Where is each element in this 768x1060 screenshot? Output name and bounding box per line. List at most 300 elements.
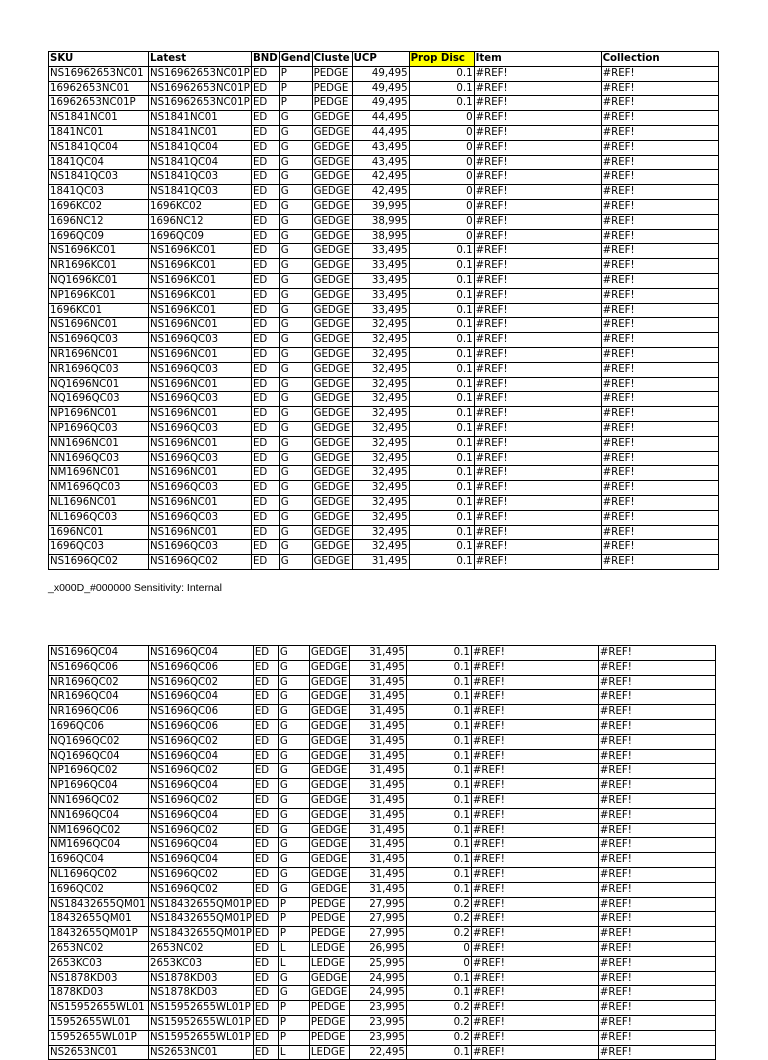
cell-gend[interactable]: G <box>279 125 312 140</box>
cell-bnd[interactable]: ED <box>253 897 278 912</box>
cell-collection[interactable]: #REF! <box>598 882 715 897</box>
cell-prop-disc[interactable]: 0 <box>409 155 474 170</box>
cell-gend[interactable]: P <box>279 96 312 111</box>
cell-cluster[interactable]: GEDGE <box>312 244 352 259</box>
cell-collection[interactable]: #REF! <box>598 808 715 823</box>
cell-gend[interactable]: G <box>279 377 312 392</box>
cell-sku[interactable]: 15952655WL01P <box>49 1030 149 1045</box>
cell-ucp[interactable]: 22,495 <box>349 1045 406 1060</box>
cell-bnd[interactable]: ED <box>252 525 280 540</box>
cell-collection[interactable]: #REF! <box>598 956 715 971</box>
cell-bnd[interactable]: ED <box>253 719 278 734</box>
cell-latest[interactable]: NS1696QC03 <box>149 421 252 436</box>
cell-collection[interactable]: #REF! <box>601 481 718 496</box>
cell-bnd[interactable]: ED <box>252 495 280 510</box>
cell-cluster[interactable]: PEDGE <box>309 1001 349 1016</box>
cell-sku[interactable]: 1696QC02 <box>49 882 149 897</box>
cell-gend[interactable]: G <box>278 808 309 823</box>
cell-gend[interactable]: G <box>279 495 312 510</box>
cell-item[interactable]: #REF! <box>471 853 598 868</box>
cell-bnd[interactable]: ED <box>252 421 280 436</box>
cell-collection[interactable]: #REF! <box>598 793 715 808</box>
cell-ucp[interactable]: 31,495 <box>349 646 406 661</box>
cell-collection[interactable]: #REF! <box>601 555 718 570</box>
cell-sku[interactable]: NL1696QC02 <box>49 867 149 882</box>
cell-gend[interactable]: G <box>279 185 312 200</box>
cell-prop-disc[interactable]: 0.1 <box>409 66 474 81</box>
cell-bnd[interactable]: ED <box>253 971 278 986</box>
cell-latest[interactable]: NS1696QC04 <box>149 779 254 794</box>
cell-item[interactable]: #REF! <box>474 510 601 525</box>
cell-collection[interactable]: #REF! <box>601 199 718 214</box>
cell-ucp[interactable]: 32,495 <box>352 510 409 525</box>
cell-cluster[interactable]: GEDGE <box>312 111 352 126</box>
cell-cluster[interactable]: GEDGE <box>312 466 352 481</box>
cell-item[interactable]: #REF! <box>474 421 601 436</box>
cell-ucp[interactable]: 42,495 <box>352 170 409 185</box>
cell-ucp[interactable]: 44,495 <box>352 111 409 126</box>
cell-latest[interactable]: NS15952655WL01P <box>149 1001 254 1016</box>
cell-ucp[interactable]: 31,495 <box>349 690 406 705</box>
cell-cluster[interactable]: GEDGE <box>309 971 349 986</box>
cell-cluster[interactable]: GEDGE <box>312 377 352 392</box>
cell-collection[interactable]: #REF! <box>601 155 718 170</box>
cell-prop-disc[interactable]: 0.1 <box>406 808 471 823</box>
cell-cluster[interactable]: GEDGE <box>312 481 352 496</box>
cell-bnd[interactable]: ED <box>252 199 280 214</box>
cell-gend[interactable]: P <box>278 1030 309 1045</box>
cell-gend[interactable]: G <box>278 838 309 853</box>
cell-prop-disc[interactable]: 0.1 <box>406 675 471 690</box>
cell-sku[interactable]: NS2653NC01 <box>49 1045 149 1060</box>
cell-sku[interactable]: NS1841QC04 <box>49 140 149 155</box>
cell-item[interactable]: #REF! <box>474 540 601 555</box>
cell-sku[interactable]: 15952655WL01 <box>49 1015 149 1030</box>
cell-sku[interactable]: 1841NC01 <box>49 125 149 140</box>
cell-latest[interactable]: NS1696QC03 <box>149 481 252 496</box>
cell-collection[interactable]: #REF! <box>598 838 715 853</box>
cell-item[interactable]: #REF! <box>474 288 601 303</box>
col-header-item[interactable]: Item <box>474 52 601 67</box>
cell-latest[interactable]: NS1696QC04 <box>149 838 254 853</box>
cell-collection[interactable]: #REF! <box>598 764 715 779</box>
cell-collection[interactable]: #REF! <box>598 1001 715 1016</box>
cell-item[interactable]: #REF! <box>471 734 598 749</box>
cell-gend[interactable]: G <box>278 734 309 749</box>
cell-latest[interactable]: NS1696KC01 <box>149 273 252 288</box>
cell-ucp[interactable]: 33,495 <box>352 244 409 259</box>
cell-prop-disc[interactable]: 0.2 <box>406 1001 471 1016</box>
cell-gend[interactable]: G <box>279 347 312 362</box>
cell-prop-disc[interactable]: 0.1 <box>409 244 474 259</box>
cell-collection[interactable]: #REF! <box>601 466 718 481</box>
cell-sku[interactable]: NN1696QC02 <box>49 793 149 808</box>
cell-item[interactable]: #REF! <box>471 1015 598 1030</box>
cell-collection[interactable]: #REF! <box>601 125 718 140</box>
cell-bnd[interactable]: ED <box>252 214 280 229</box>
cell-collection[interactable]: #REF! <box>598 867 715 882</box>
cell-latest[interactable]: NS1841QC03 <box>149 185 252 200</box>
cell-collection[interactable]: #REF! <box>598 912 715 927</box>
cell-sku[interactable]: NS16962653NC01 <box>49 66 149 81</box>
cell-sku[interactable]: NR1696QC03 <box>49 362 149 377</box>
cell-cluster[interactable]: GEDGE <box>312 273 352 288</box>
cell-item[interactable]: #REF! <box>471 1030 598 1045</box>
cell-ucp[interactable]: 32,495 <box>352 392 409 407</box>
cell-latest[interactable]: NS1841NC01 <box>149 125 252 140</box>
cell-gend[interactable]: G <box>279 362 312 377</box>
cell-prop-disc[interactable]: 0.1 <box>406 867 471 882</box>
cell-gend[interactable]: G <box>278 660 309 675</box>
cell-prop-disc[interactable]: 0.2 <box>406 1015 471 1030</box>
cell-latest[interactable]: NS1696KC01 <box>149 259 252 274</box>
cell-prop-disc[interactable]: 0.1 <box>409 333 474 348</box>
cell-latest[interactable]: NS1696QC03 <box>149 451 252 466</box>
cell-cluster[interactable]: GEDGE <box>312 525 352 540</box>
cell-bnd[interactable]: ED <box>252 318 280 333</box>
cell-latest[interactable]: NS1696QC03 <box>149 362 252 377</box>
cell-ucp[interactable]: 32,495 <box>352 540 409 555</box>
cell-sku[interactable]: NP1696KC01 <box>49 288 149 303</box>
cell-latest[interactable]: NS1696KC01 <box>149 303 252 318</box>
cell-prop-disc[interactable]: 0 <box>409 229 474 244</box>
cell-prop-disc[interactable]: 0.1 <box>409 436 474 451</box>
cell-latest[interactable]: NS1696NC01 <box>149 525 252 540</box>
cell-prop-disc[interactable]: 0 <box>409 125 474 140</box>
cell-prop-disc[interactable]: 0.1 <box>409 96 474 111</box>
cell-latest[interactable]: NS1696QC04 <box>149 646 254 661</box>
cell-bnd[interactable]: ED <box>253 705 278 720</box>
cell-prop-disc[interactable]: 0.1 <box>406 986 471 1001</box>
cell-latest[interactable]: NS1696QC04 <box>149 749 254 764</box>
cell-prop-disc[interactable]: 0.1 <box>409 259 474 274</box>
cell-collection[interactable]: #REF! <box>601 140 718 155</box>
cell-sku[interactable]: NS1841QC03 <box>49 170 149 185</box>
cell-item[interactable]: #REF! <box>474 333 601 348</box>
cell-sku[interactable]: NR1696QC04 <box>49 690 149 705</box>
cell-cluster[interactable]: LEDGE <box>309 941 349 956</box>
cell-cluster[interactable]: PEDGE <box>309 1030 349 1045</box>
cell-cluster[interactable]: GEDGE <box>312 155 352 170</box>
cell-latest[interactable]: NS16962653NC01P <box>149 66 252 81</box>
cell-bnd[interactable]: ED <box>253 838 278 853</box>
cell-cluster[interactable]: GEDGE <box>309 823 349 838</box>
cell-collection[interactable]: #REF! <box>598 927 715 942</box>
cell-cluster[interactable]: GEDGE <box>309 882 349 897</box>
cell-bnd[interactable]: ED <box>252 510 280 525</box>
cell-ucp[interactable]: 27,995 <box>349 927 406 942</box>
cell-bnd[interactable]: ED <box>252 170 280 185</box>
cell-prop-disc[interactable]: 0.1 <box>409 466 474 481</box>
cell-prop-disc[interactable]: 0.2 <box>406 897 471 912</box>
cell-item[interactable]: #REF! <box>474 214 601 229</box>
cell-sku[interactable]: 2653KC03 <box>49 956 149 971</box>
cell-ucp[interactable]: 32,495 <box>352 495 409 510</box>
col-header-latest[interactable]: Latest <box>149 52 252 67</box>
cell-cluster[interactable]: PEDGE <box>309 897 349 912</box>
cell-ucp[interactable]: 33,495 <box>352 288 409 303</box>
cell-gend[interactable]: G <box>278 882 309 897</box>
cell-prop-disc[interactable]: 0 <box>406 956 471 971</box>
cell-sku[interactable]: 18432655QM01 <box>49 912 149 927</box>
cell-prop-disc[interactable]: 0.1 <box>406 646 471 661</box>
cell-latest[interactable]: NS1696QC02 <box>149 675 254 690</box>
cell-item[interactable]: #REF! <box>474 185 601 200</box>
cell-collection[interactable]: #REF! <box>601 510 718 525</box>
cell-item[interactable]: #REF! <box>471 971 598 986</box>
cell-collection[interactable]: #REF! <box>601 495 718 510</box>
cell-prop-disc[interactable]: 0.1 <box>409 288 474 303</box>
cell-prop-disc[interactable]: 0 <box>409 111 474 126</box>
cell-bnd[interactable]: ED <box>253 808 278 823</box>
cell-prop-disc[interactable]: 0 <box>409 140 474 155</box>
cell-collection[interactable]: #REF! <box>598 646 715 661</box>
cell-cluster[interactable]: GEDGE <box>312 303 352 318</box>
cell-sku[interactable]: 1696QC04 <box>49 853 149 868</box>
cell-bnd[interactable]: ED <box>253 1030 278 1045</box>
cell-sku[interactable]: 1841QC04 <box>49 155 149 170</box>
cell-cluster[interactable]: PEDGE <box>312 81 352 96</box>
cell-ucp[interactable]: 27,995 <box>349 897 406 912</box>
cell-cluster[interactable]: GEDGE <box>309 675 349 690</box>
cell-prop-disc[interactable]: 0.1 <box>406 719 471 734</box>
cell-item[interactable]: #REF! <box>471 719 598 734</box>
cell-latest[interactable]: NS18432655QM01P <box>149 897 254 912</box>
cell-item[interactable]: #REF! <box>474 481 601 496</box>
cell-gend[interactable]: G <box>278 646 309 661</box>
cell-bnd[interactable]: ED <box>252 347 280 362</box>
cell-cluster[interactable]: LEDGE <box>309 1045 349 1060</box>
cell-cluster[interactable]: GEDGE <box>309 853 349 868</box>
cell-gend[interactable]: G <box>278 705 309 720</box>
cell-gend[interactable]: G <box>278 719 309 734</box>
cell-sku[interactable]: NQ1696QC04 <box>49 749 149 764</box>
cell-gend[interactable]: G <box>279 525 312 540</box>
cell-latest[interactable]: NS1696QC02 <box>149 793 254 808</box>
cell-bnd[interactable]: ED <box>253 1045 278 1060</box>
cell-gend[interactable]: G <box>279 140 312 155</box>
cell-gend[interactable]: P <box>278 1015 309 1030</box>
cell-prop-disc[interactable]: 0.1 <box>406 690 471 705</box>
cell-ucp[interactable]: 31,495 <box>349 793 406 808</box>
cell-ucp[interactable]: 49,495 <box>352 66 409 81</box>
cell-gend[interactable]: G <box>278 867 309 882</box>
cell-latest[interactable]: NS1696KC01 <box>149 244 252 259</box>
cell-prop-disc[interactable]: 0.1 <box>406 971 471 986</box>
cell-cluster[interactable]: GEDGE <box>312 540 352 555</box>
cell-latest[interactable]: NS1841QC04 <box>149 140 252 155</box>
cell-item[interactable]: #REF! <box>471 897 598 912</box>
cell-ucp[interactable]: 38,995 <box>352 214 409 229</box>
cell-item[interactable]: #REF! <box>471 705 598 720</box>
cell-item[interactable]: #REF! <box>471 1045 598 1060</box>
cell-collection[interactable]: #REF! <box>601 66 718 81</box>
cell-ucp[interactable]: 43,495 <box>352 140 409 155</box>
cell-sku[interactable]: NP1696NC01 <box>49 407 149 422</box>
cell-prop-disc[interactable]: 0.1 <box>406 823 471 838</box>
cell-collection[interactable]: #REF! <box>598 719 715 734</box>
cell-gend[interactable]: G <box>279 229 312 244</box>
cell-item[interactable]: #REF! <box>474 495 601 510</box>
cell-collection[interactable]: #REF! <box>598 660 715 675</box>
cell-prop-disc[interactable]: 0.2 <box>406 927 471 942</box>
cell-ucp[interactable]: 32,495 <box>352 481 409 496</box>
cell-cluster[interactable]: GEDGE <box>309 764 349 779</box>
cell-bnd[interactable]: ED <box>253 912 278 927</box>
cell-sku[interactable]: NS1696KC01 <box>49 244 149 259</box>
cell-ucp[interactable]: 32,495 <box>352 362 409 377</box>
cell-latest[interactable]: NS1696QC03 <box>149 392 252 407</box>
cell-cluster[interactable]: PEDGE <box>309 1015 349 1030</box>
cell-ucp[interactable]: 39,995 <box>352 199 409 214</box>
cell-sku[interactable]: NR1696QC02 <box>49 675 149 690</box>
cell-sku[interactable]: NP1696QC02 <box>49 764 149 779</box>
cell-cluster[interactable]: GEDGE <box>312 510 352 525</box>
cell-bnd[interactable]: ED <box>253 853 278 868</box>
cell-latest[interactable]: NS1696QC02 <box>149 867 254 882</box>
cell-ucp[interactable]: 44,495 <box>352 125 409 140</box>
cell-item[interactable]: #REF! <box>471 646 598 661</box>
cell-bnd[interactable]: ED <box>253 793 278 808</box>
cell-latest[interactable]: 2653KC03 <box>149 956 254 971</box>
cell-gend[interactable]: G <box>278 971 309 986</box>
cell-collection[interactable]: #REF! <box>601 81 718 96</box>
cell-prop-disc[interactable]: 0.1 <box>409 303 474 318</box>
cell-ucp[interactable]: 42,495 <box>352 185 409 200</box>
cell-bnd[interactable]: ED <box>252 259 280 274</box>
cell-item[interactable]: #REF! <box>471 986 598 1001</box>
cell-bnd[interactable]: ED <box>252 392 280 407</box>
cell-latest[interactable]: NS1696QC03 <box>149 333 252 348</box>
cell-sku[interactable]: 1696QC09 <box>49 229 149 244</box>
cell-item[interactable]: #REF! <box>471 1001 598 1016</box>
cell-latest[interactable]: NS1696NC01 <box>149 495 252 510</box>
cell-ucp[interactable]: 31,495 <box>349 867 406 882</box>
cell-sku[interactable]: NN1696NC01 <box>49 436 149 451</box>
cell-collection[interactable]: #REF! <box>598 734 715 749</box>
cell-gend[interactable]: G <box>279 510 312 525</box>
cell-prop-disc[interactable]: 0.1 <box>409 392 474 407</box>
cell-item[interactable]: #REF! <box>474 525 601 540</box>
cell-collection[interactable]: #REF! <box>601 259 718 274</box>
cell-cluster[interactable]: GEDGE <box>312 140 352 155</box>
cell-sku[interactable]: NM1696NC01 <box>49 466 149 481</box>
cell-prop-disc[interactable]: 0.1 <box>406 749 471 764</box>
cell-prop-disc[interactable]: 0 <box>409 214 474 229</box>
cell-ucp[interactable]: 31,495 <box>349 808 406 823</box>
cell-item[interactable]: #REF! <box>471 927 598 942</box>
cell-item[interactable]: #REF! <box>474 318 601 333</box>
cell-ucp[interactable]: 25,995 <box>349 956 406 971</box>
cell-gend[interactable]: G <box>279 244 312 259</box>
cell-gend[interactable]: G <box>279 273 312 288</box>
cell-collection[interactable]: #REF! <box>598 690 715 705</box>
cell-item[interactable]: #REF! <box>471 779 598 794</box>
cell-cluster[interactable]: PEDGE <box>309 927 349 942</box>
cell-gend[interactable]: G <box>279 540 312 555</box>
cell-bnd[interactable]: ED <box>252 229 280 244</box>
cell-collection[interactable]: #REF! <box>601 185 718 200</box>
cell-item[interactable]: #REF! <box>474 466 601 481</box>
cell-sku[interactable]: 18432655QM01P <box>49 927 149 942</box>
cell-bnd[interactable]: ED <box>252 125 280 140</box>
cell-bnd[interactable]: ED <box>252 140 280 155</box>
cell-item[interactable]: #REF! <box>474 347 601 362</box>
cell-collection[interactable]: #REF! <box>598 971 715 986</box>
cell-item[interactable]: #REF! <box>471 882 598 897</box>
cell-ucp[interactable]: 33,495 <box>352 259 409 274</box>
cell-latest[interactable]: NS1878KD03 <box>149 986 254 1001</box>
cell-latest[interactable]: 1696QC09 <box>149 229 252 244</box>
cell-gend[interactable]: P <box>278 1001 309 1016</box>
cell-ucp[interactable]: 31,495 <box>349 764 406 779</box>
cell-cluster[interactable]: GEDGE <box>309 793 349 808</box>
cell-prop-disc[interactable]: 0.1 <box>409 347 474 362</box>
cell-ucp[interactable]: 32,495 <box>352 421 409 436</box>
cell-prop-disc[interactable]: 0.1 <box>409 525 474 540</box>
cell-cluster[interactable]: LEDGE <box>309 956 349 971</box>
cell-bnd[interactable]: ED <box>252 155 280 170</box>
cell-gend[interactable]: G <box>278 764 309 779</box>
cell-ucp[interactable]: 31,495 <box>349 823 406 838</box>
cell-collection[interactable]: #REF! <box>598 675 715 690</box>
cell-cluster[interactable]: GEDGE <box>312 407 352 422</box>
cell-item[interactable]: #REF! <box>471 956 598 971</box>
cell-latest[interactable]: NS16962653NC01P <box>149 96 252 111</box>
cell-ucp[interactable]: 43,495 <box>352 155 409 170</box>
cell-prop-disc[interactable]: 0.1 <box>406 882 471 897</box>
cell-bnd[interactable]: ED <box>252 96 280 111</box>
cell-latest[interactable]: NS1696NC01 <box>149 377 252 392</box>
cell-item[interactable]: #REF! <box>474 229 601 244</box>
cell-collection[interactable]: #REF! <box>601 244 718 259</box>
cell-cluster[interactable]: GEDGE <box>309 690 349 705</box>
cell-bnd[interactable]: ED <box>252 436 280 451</box>
cell-gend[interactable]: P <box>279 66 312 81</box>
cell-ucp[interactable]: 32,495 <box>352 436 409 451</box>
cell-bnd[interactable]: ED <box>252 540 280 555</box>
cell-item[interactable]: #REF! <box>474 199 601 214</box>
cell-ucp[interactable]: 26,995 <box>349 941 406 956</box>
cell-gend[interactable]: G <box>279 555 312 570</box>
cell-collection[interactable]: #REF! <box>598 749 715 764</box>
cell-ucp[interactable]: 32,495 <box>352 377 409 392</box>
cell-bnd[interactable]: ED <box>252 407 280 422</box>
cell-ucp[interactable]: 32,495 <box>352 525 409 540</box>
cell-sku[interactable]: 1841QC03 <box>49 185 149 200</box>
cell-bnd[interactable]: ED <box>252 66 280 81</box>
cell-prop-disc[interactable]: 0.1 <box>409 421 474 436</box>
cell-prop-disc[interactable]: 0.1 <box>409 377 474 392</box>
cell-sku[interactable]: NS1696QC06 <box>49 660 149 675</box>
cell-bnd[interactable]: ED <box>253 779 278 794</box>
cell-item[interactable]: #REF! <box>474 66 601 81</box>
cell-bnd[interactable]: ED <box>252 111 280 126</box>
cell-collection[interactable]: #REF! <box>598 986 715 1001</box>
cell-ucp[interactable]: 49,495 <box>352 81 409 96</box>
cell-collection[interactable]: #REF! <box>601 229 718 244</box>
cell-item[interactable]: #REF! <box>474 362 601 377</box>
cell-item[interactable]: #REF! <box>474 81 601 96</box>
cell-gend[interactable]: G <box>279 155 312 170</box>
cell-collection[interactable]: #REF! <box>601 96 718 111</box>
cell-item[interactable]: #REF! <box>474 170 601 185</box>
cell-sku[interactable]: NN1696QC04 <box>49 808 149 823</box>
cell-item[interactable]: #REF! <box>474 451 601 466</box>
cell-item[interactable]: #REF! <box>471 912 598 927</box>
cell-gend[interactable]: G <box>279 421 312 436</box>
cell-bnd[interactable]: ED <box>253 646 278 661</box>
